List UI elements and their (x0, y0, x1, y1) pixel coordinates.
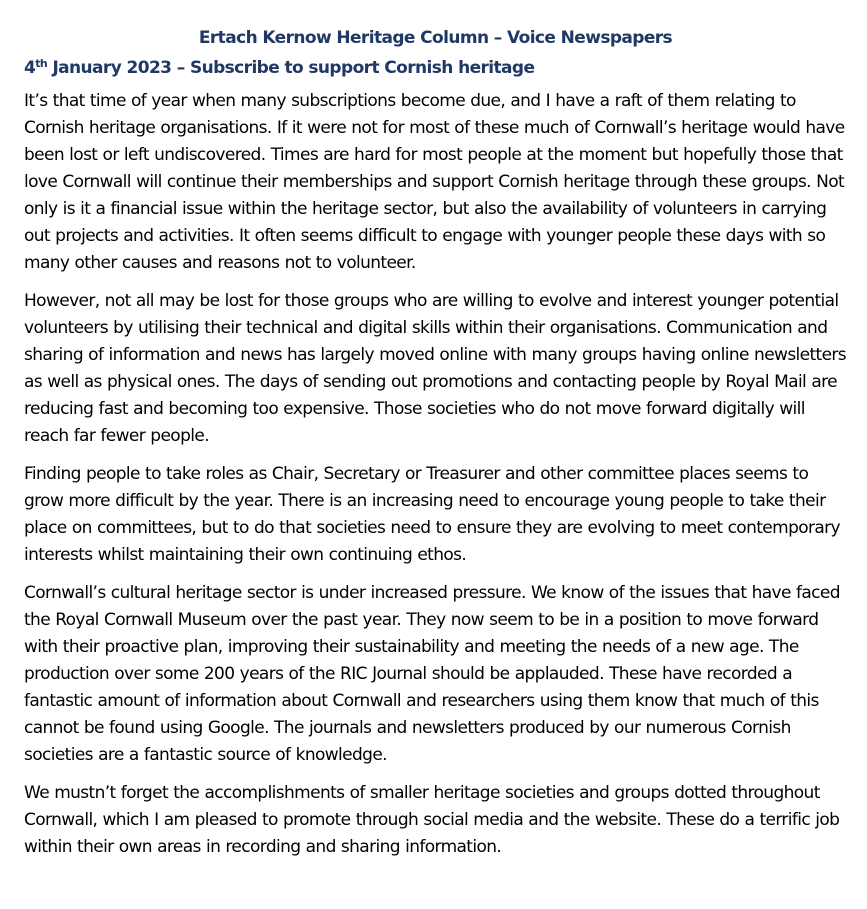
paragraph-smaller-societies: We mustn’t forget the accomplishments of smaller heritage societies and groups dotted throughout Cornwall, which I am pleased to promote through social media and the website. These do a terrific job within their own areas in recording and sharing information. (24, 783, 840, 857)
date-ordinal-suffix: th (35, 57, 48, 70)
paragraph-committee-roles: Finding people to take roles as Chair, Secretary or Treasurer and other committee places seems to grow more difficult by the year. There is an increasing need to encourage young people to take their place on committees, but to do that societies need to ensure they are evolving to meet contemporary interests whilst maintaining their own continuing ethos. (24, 464, 840, 565)
date-day: 4 (24, 58, 36, 78)
paragraph-digital-volunteers: However, not all may be lost for those groups who are willing to evolve and interest younger potential volunteers by utilising their technical and digital skills within their organisations. Communication and sharing of information and news has largely moved online with many groups having online newsletters as well as physical ones. The days of sending out promotions and contacting people by Royal Mail are reducing fast and becoming too expensive. Those societies who do not move forward digitally will reach far fewer people. (24, 291, 847, 446)
paragraph-heritage-sector: Cornwall’s cultural heritage sector is under increased pressure. We know of the issues that have faced the Royal Cornwall Museum over the past year. They now seem to be in a position to move forward with their proactive plan, improving their sustainability and meeting the needs of a new age. The production over some 200 years of the RIC Journal should be applauded. These have recorded a fantastic amount of information about Cornwall and researchers using them know that much of this cannot be found using Google. The journals and newsletters produced by our numerous Cornish societies are a fantastic source of knowledge. (24, 583, 840, 765)
column-title: Ertach Kernow Heritage Column – Voice Newspapers (198, 28, 673, 48)
paragraph-subscriptions: It’s that time of year when many subscriptions become due, and I have a raft of them relating to Cornish heritage organisations. If it were not for most of these much of Cornwall’s heritage would have been lost or left undiscovered. Times are hard for most people at the moment but hopefully those that love Cornwall will continue their memberships and support Cornish heritage through these groups. Not only is it a financial issue within the heritage sector, but also the availability of volunteers in carrying out projects and activities. It often seems difficult to engage with younger people these days with so many other causes and reasons not to volunteer. (24, 91, 845, 273)
date-heading-rest: January 2023 – Subscribe to support Cornish heritage (47, 58, 535, 78)
article-date-heading (24, 54, 847, 82)
